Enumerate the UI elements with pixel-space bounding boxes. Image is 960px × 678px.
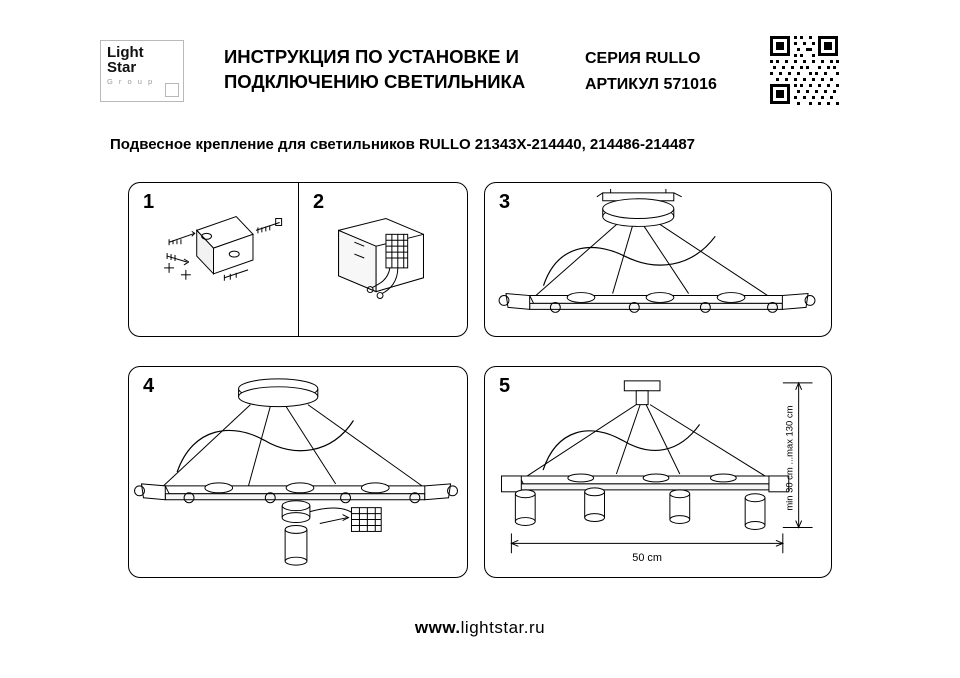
step-panel-1: [128, 182, 298, 337]
step-number-4: 4: [143, 375, 155, 397]
document-title: [224, 44, 564, 94]
header: [100, 34, 860, 106]
series-label: СЕРИЯ RULLO: [585, 50, 701, 67]
step-number-3: 3: [499, 191, 511, 213]
step-number-1: 1: [143, 191, 155, 213]
logo-square-icon: [165, 83, 179, 97]
logo-line-2: Star: [107, 59, 137, 76]
lamp-installation-figure: [129, 367, 467, 577]
height-dimension-label: min 30 cm ...max 130 cm: [783, 405, 795, 511]
assembly-canopy-bar-figure: [485, 183, 831, 336]
mounting-bracket-figure: [129, 183, 298, 336]
footer-www: www.: [414, 618, 461, 637]
step-number-2: 2: [313, 191, 325, 213]
logo-line-1: Light: [107, 44, 144, 61]
dimensions-figure: [485, 367, 831, 577]
title-line-2: ПОДКЛЮЧЕНИЮ СВЕТИЛЬНИКА: [224, 71, 526, 92]
step-panel-3: [484, 182, 832, 337]
step-panel-2: [298, 182, 468, 337]
width-dimension-label: 50 cm: [632, 552, 662, 565]
step-panel-4: [128, 366, 468, 578]
step-panel-5: [484, 366, 832, 578]
lightstar-logo: [100, 40, 184, 102]
logo-group-text: G r o u p: [107, 77, 155, 86]
footer-website[interactable]: [0, 618, 960, 638]
step-number-5: 5: [499, 375, 511, 397]
subtitle: Подвесное крепление для светильников RULLO 21343X-214440, 214486-214487: [110, 136, 696, 153]
footer-domain: lightstar.ru: [460, 618, 546, 637]
qr-code-icon: [768, 34, 840, 106]
title-line-1: ИНСТРУКЦИЯ ПО УСТАНОВКЕ И: [224, 46, 519, 67]
article-label: АРТИКУЛ 571016: [585, 76, 717, 93]
wiring-terminal-figure: [299, 183, 467, 336]
